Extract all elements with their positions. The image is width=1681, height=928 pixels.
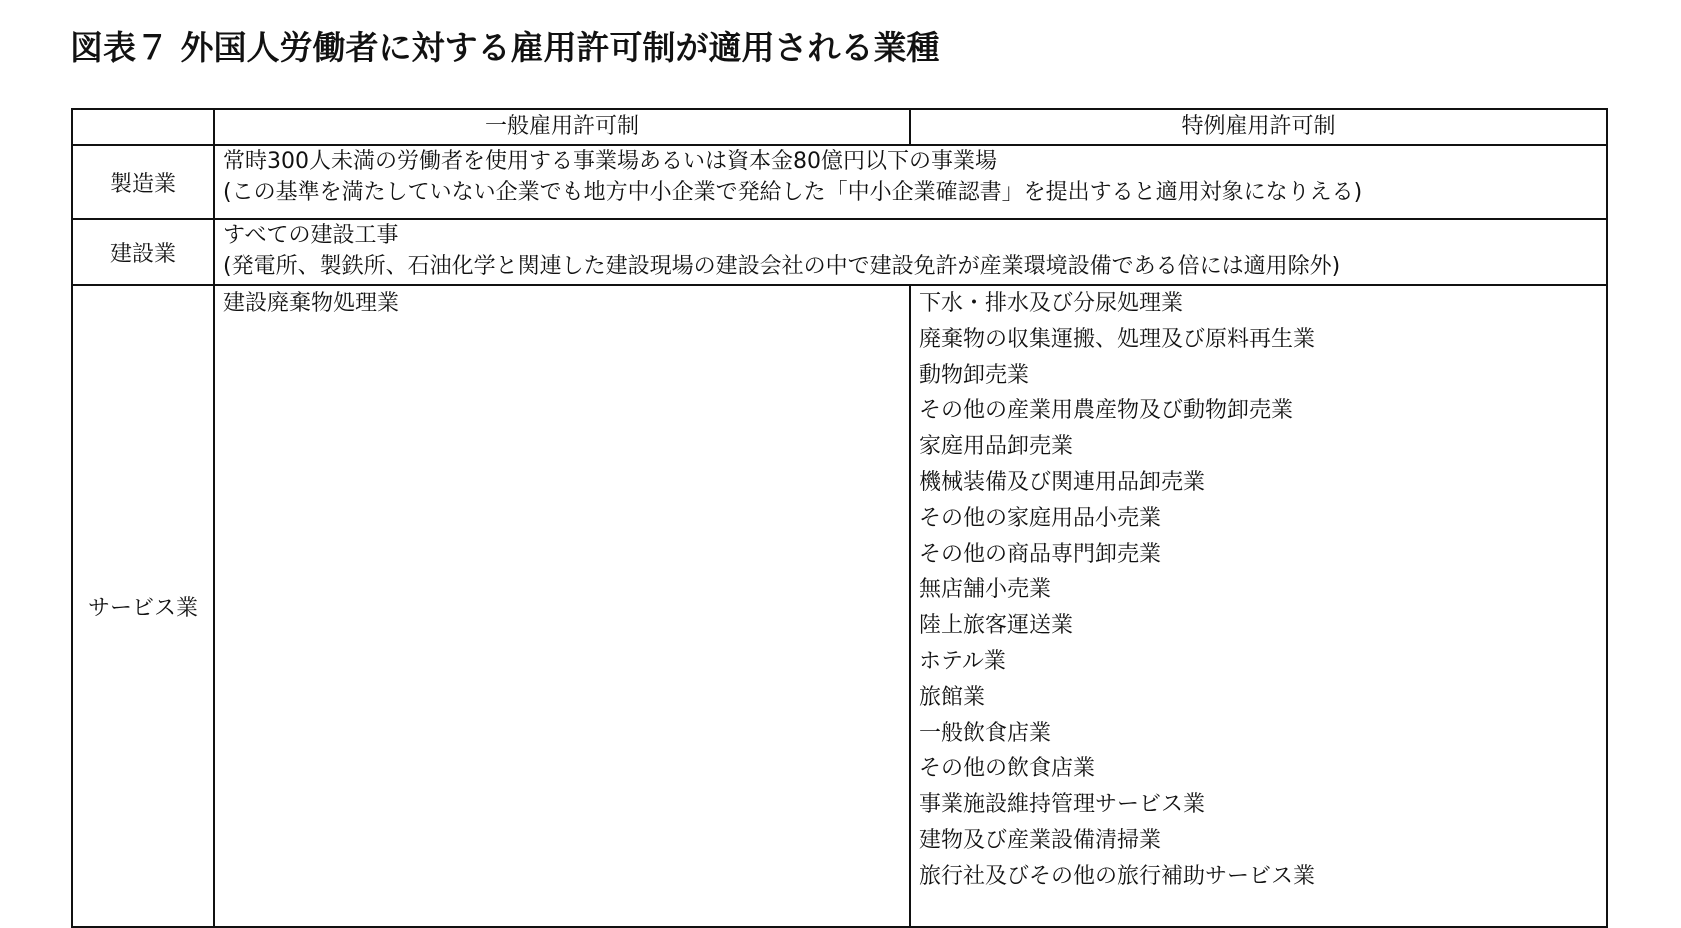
list-item: ホテル業 <box>919 648 1006 674</box>
list-item: 無店舗小売業 <box>919 577 1052 603</box>
manufacturing-line-1: 常時300人未満の労働者を使用する事業場あるいは資本金80億円以下の事業場 <box>223 149 997 174</box>
list-item: 機械装備及び関連用品卸売業 <box>919 469 1206 495</box>
service-special-list <box>911 286 1606 896</box>
list-item: その他の家庭用品小売業 <box>919 505 1162 531</box>
list-item: その他の飲食店業 <box>919 756 1096 782</box>
header-blank-cell <box>72 109 214 145</box>
table-row-service <box>72 285 1607 927</box>
permit-table <box>71 108 1608 928</box>
header-general-permit: 一般雇用許可制 <box>214 109 910 145</box>
list-item: その他の産業用農産物及び動物卸売業 <box>919 398 1294 424</box>
list-item: 事業施設維持管理サービス業 <box>919 792 1206 818</box>
category-manufacturing: 製造業 <box>72 145 214 219</box>
service-general-cell <box>214 285 910 927</box>
list-item: 動物卸売業 <box>919 362 1030 388</box>
list-item: 旅行社及びその他の旅行補助サービス業 <box>919 863 1316 889</box>
list-item: 陸上旅客運送業 <box>919 613 1074 639</box>
category-service: サービス業 <box>72 285 214 927</box>
manufacturing-description <box>214 145 1607 219</box>
header-special-permit: 特例雇用許可制 <box>910 109 1607 145</box>
list-item: 一般飲食店業 <box>919 720 1052 746</box>
category-construction: 建設業 <box>72 219 214 285</box>
service-special-cell <box>910 285 1607 927</box>
construction-line-2: (発電所、製鉄所、石油化学と関連した建設現場の建設会社の中で建設免許が産業環境設備である倍には適用除外) <box>223 254 1341 279</box>
table-row-construction <box>72 219 1607 285</box>
table-row-manufacturing <box>72 145 1607 219</box>
list-item: 建物及び産業設備清掃業 <box>919 827 1162 853</box>
construction-description <box>214 219 1607 285</box>
construction-line-1: すべての建設工事 <box>223 223 399 248</box>
header-row <box>72 109 1607 145</box>
service-general-item: 建設廃棄物処理業 <box>223 291 400 316</box>
list-item: その他の商品専門卸売業 <box>919 541 1162 567</box>
manufacturing-line-2: (この基準を満たしていない企業でも地方中小企業で発給した「中小企業確認書」を提出すると適用対象になりえる) <box>223 180 1363 205</box>
list-item: 下水・排水及び分尿処理業 <box>919 291 1184 316</box>
list-item: 旅館業 <box>919 684 986 710</box>
page-title: 図表７ 外国人労働者に対する雇用許可制が適用される業種 <box>70 28 940 67</box>
list-item: 廃棄物の収集運搬、処理及び原料再生業 <box>919 326 1316 352</box>
list-item: 家庭用品卸売業 <box>919 434 1074 460</box>
